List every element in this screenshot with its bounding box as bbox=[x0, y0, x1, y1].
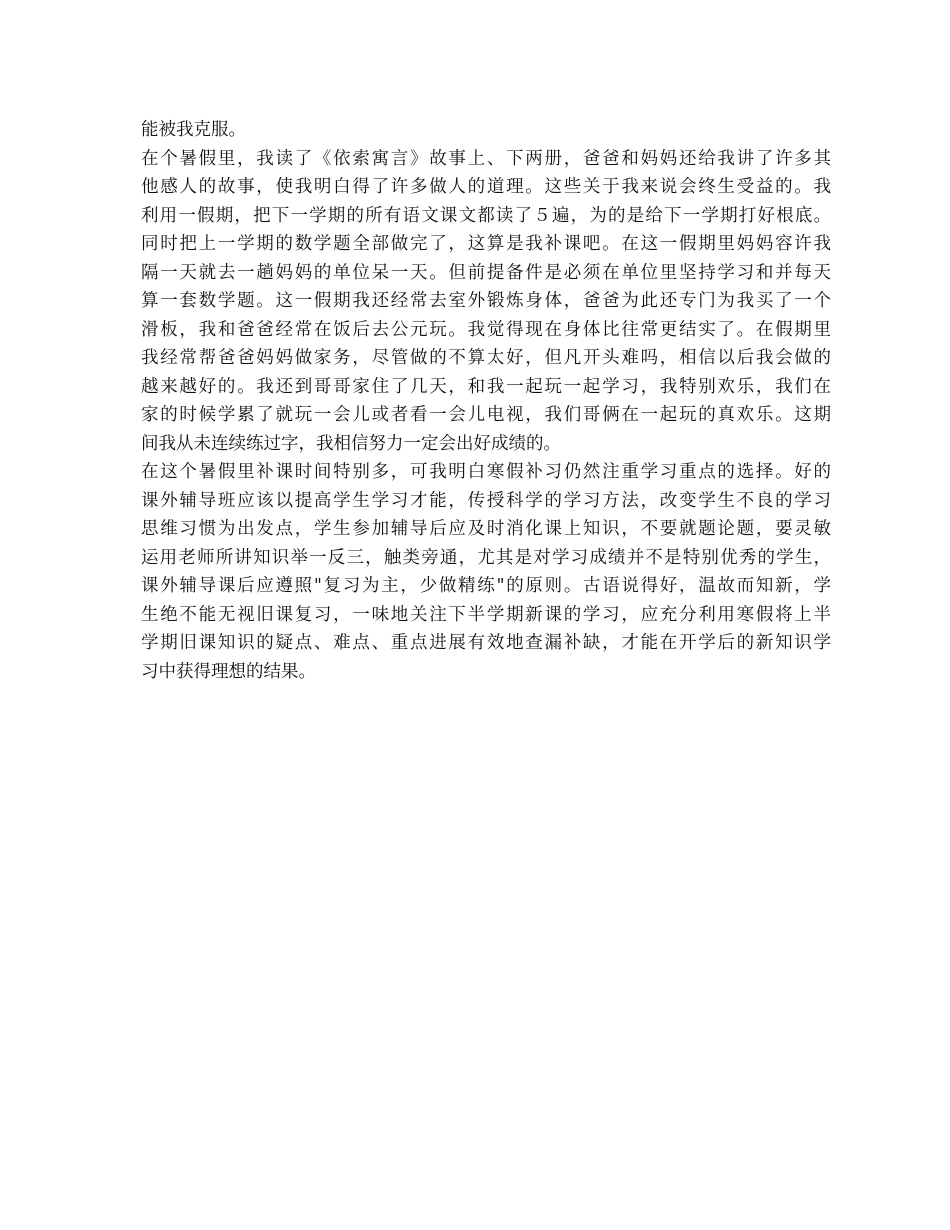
text-line: 学期旧课知识的疑点、难点、重点进展有效地查漏补缺，才能在开学后的新知识学 bbox=[141, 633, 831, 653]
text-line: 能被我克服。 bbox=[141, 120, 246, 140]
text-line: 间我从未连续练过字，我相信努力一定会出好成绩的。 bbox=[141, 433, 561, 454]
text-line: 我经常帮爸爸妈妈做家务，尽管做的不算太好，但凡开头难吗，相信以后我会做的 bbox=[141, 348, 831, 368]
text-line: 运用老师所讲知识举一反三，触类旁通，尤其是对学习成绩并不是特别优秀的学生， bbox=[141, 547, 831, 568]
text-line: 滑板，我和爸爸经常在饭后去公元玩。我觉得现在身体比往常更结实了。在假期里 bbox=[141, 319, 831, 340]
body-text bbox=[141, 116, 831, 686]
text-line: 家的时候学累了就玩一会儿或者看一会儿电视，我们哥俩在一起玩的真欢乐。这期 bbox=[141, 405, 831, 425]
text-line: 隔一天就去一趟妈妈的单位呆一天。但前提备件是必须在单位里坚持学习和并每天 bbox=[141, 262, 831, 283]
text-line: 同时把上一学期的数学题全部做完了，这算是我补课吧。在这一假期里妈妈容许我 bbox=[141, 234, 831, 254]
text-line: 课外辅导课后应遵照"复习为主，少做精练"的原则。古语说得好，温故而知新，学 bbox=[141, 576, 831, 596]
text-line: 在这个暑假里补课时间特别多，可我明白寒假补习仍然注重学习重点的选择。好的 bbox=[141, 462, 831, 482]
text-line: 他感人的故事，使我明白得了许多做人的道理。这些关于我来说会终生受益的。我 bbox=[141, 177, 831, 197]
text-line: 思维习惯为出发点，学生参加辅导后应及时消化课上知识，不要就题论题，要灵敏 bbox=[141, 519, 831, 539]
text-line: 利用一假期，把下一学期的所有语文课文都读了５遍，为的是给下一学期打好根底。 bbox=[141, 205, 831, 226]
text-line: 课外辅导班应该以提高学生学习才能，传授科学的学习方法，改变学生不良的学习 bbox=[141, 490, 831, 511]
text-line: 习中获得理想的结果。 bbox=[141, 661, 316, 682]
text-line: 算一套数学题。这一假期我还经常去室外锻炼身体，爸爸为此还专门为我买了一个 bbox=[141, 291, 831, 311]
text-line: 在个暑假里，我读了《依索寓言》故事上、下两册，爸爸和妈妈还给我讲了许多其 bbox=[141, 148, 831, 169]
text-line: 越来越好的。我还到哥哥家住了几天，和我一起玩一起学习，我特别欢乐，我们在 bbox=[141, 376, 831, 397]
text-line: 生绝不能无视旧课复习，一味地关注下半学期新课的学习，应充分利用寒假将上半 bbox=[141, 604, 831, 625]
